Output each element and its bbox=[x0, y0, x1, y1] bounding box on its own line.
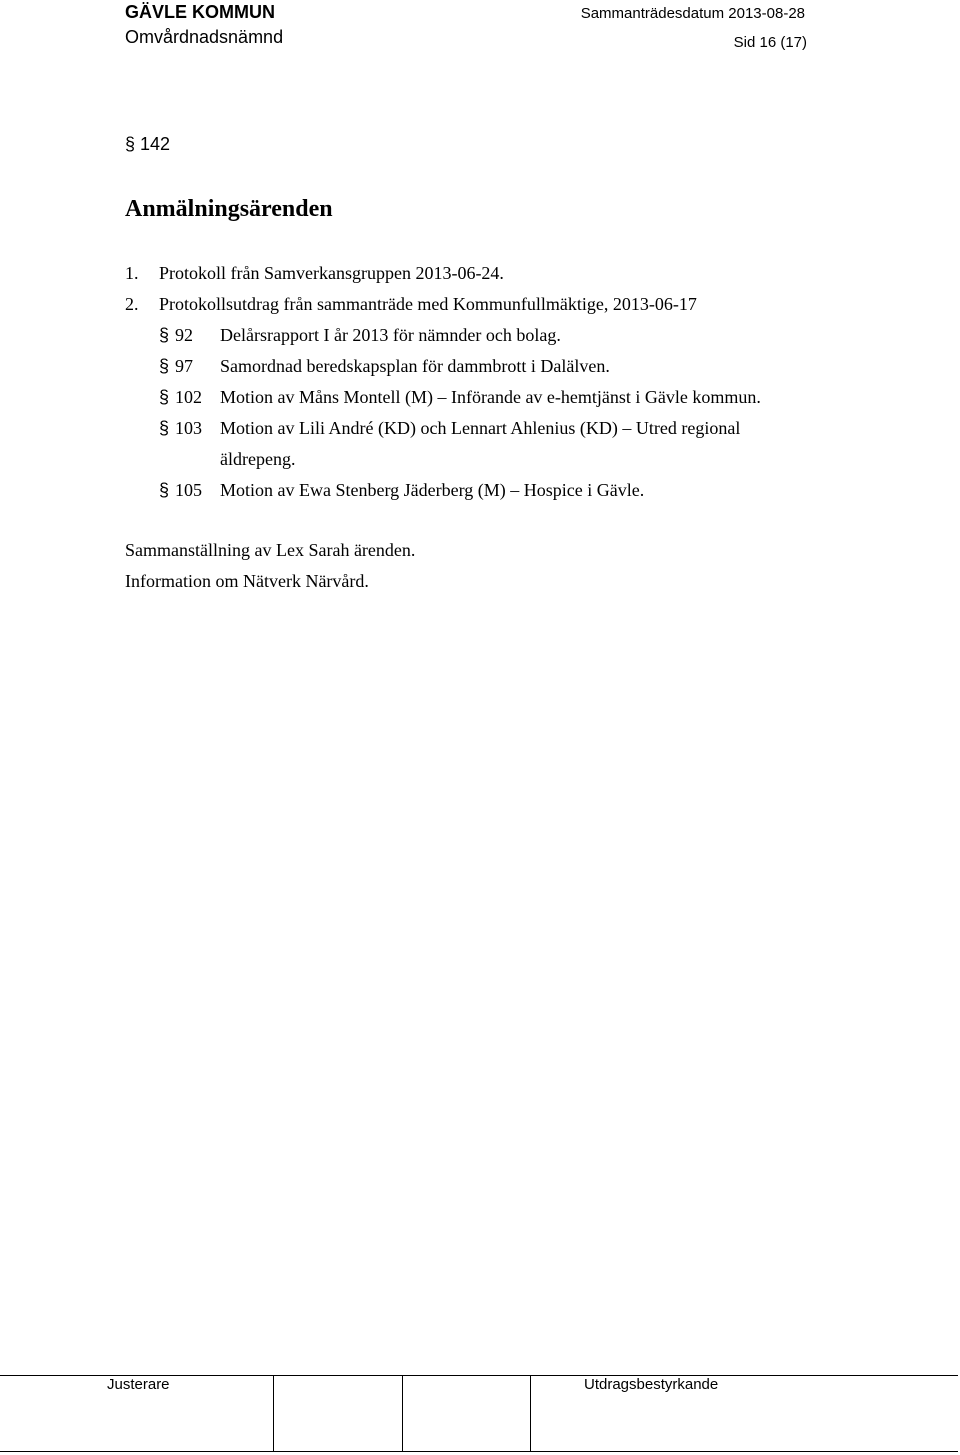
page-number: Sid 16 (17) bbox=[733, 34, 807, 51]
list-item bbox=[125, 294, 697, 315]
footer-label-utdragsbestyrkande: Utdragsbestyrkande bbox=[584, 1376, 719, 1393]
list-item-number: 2. bbox=[125, 294, 139, 314]
item-text: Motion av Lili André (KD) och Lennart Ahlenius (KD) – Utred regional bbox=[220, 418, 741, 438]
paragraph-sign: § bbox=[159, 325, 170, 345]
footer-bottom-rule bbox=[0, 1451, 958, 1452]
item-text: Samordnad beredskapsplan för dammbrott i Dalälven. bbox=[220, 356, 610, 376]
item-text: Motion av Ewa Stenberg Jäderberg (M) – Hospice i Gävle. bbox=[220, 480, 645, 500]
list-item bbox=[159, 356, 610, 377]
list-item bbox=[159, 418, 740, 439]
list-item bbox=[125, 263, 504, 284]
list-item bbox=[159, 325, 561, 346]
footer-divider bbox=[530, 1375, 531, 1452]
list-item bbox=[159, 387, 761, 408]
list-item bbox=[159, 480, 644, 501]
organization-name: GÄVLE KOMMUN bbox=[125, 2, 275, 22]
footer-divider bbox=[273, 1375, 274, 1452]
item-code: 97 bbox=[175, 356, 193, 376]
item-text: Motion av Måns Montell (M) – Införande av e-hemtjänst i Gävle kommun. bbox=[220, 387, 761, 407]
list-item-text: Protokollsutdrag från sammanträde med Kommunfullmäktige, 2013-06-17 bbox=[159, 294, 697, 314]
item-code: 103 bbox=[175, 418, 202, 438]
note-text: Information om Nätverk Närvård. bbox=[125, 571, 369, 591]
footer-divider bbox=[402, 1375, 403, 1452]
item-text-continuation: äldrepeng. bbox=[220, 449, 296, 469]
item-code: 102 bbox=[175, 387, 202, 407]
section-number: § 142 bbox=[125, 134, 171, 154]
paragraph-sign: § bbox=[159, 387, 170, 407]
note-text: Sammanställning av Lex Sarah ärenden. bbox=[125, 540, 416, 560]
department-name: Omvårdnadsnämnd bbox=[125, 27, 284, 47]
item-code: 105 bbox=[175, 480, 202, 500]
paragraph-sign: § bbox=[159, 356, 170, 376]
list-item-number: 1. bbox=[125, 263, 139, 283]
item-code: 92 bbox=[175, 325, 193, 345]
item-text: Delårsrapport I år 2013 för nämnder och bolag. bbox=[220, 325, 561, 345]
list-item-text: Protokoll från Samverkansgruppen 2013-06-24. bbox=[159, 263, 504, 283]
paragraph-sign: § bbox=[159, 480, 170, 500]
footer-label-justerare: Justerare bbox=[107, 1376, 170, 1393]
paragraph-sign: § bbox=[159, 418, 170, 438]
meeting-date: Sammanträdesdatum 2013-08-28 bbox=[580, 5, 805, 22]
section-title: Anmälningsärenden bbox=[125, 196, 333, 222]
